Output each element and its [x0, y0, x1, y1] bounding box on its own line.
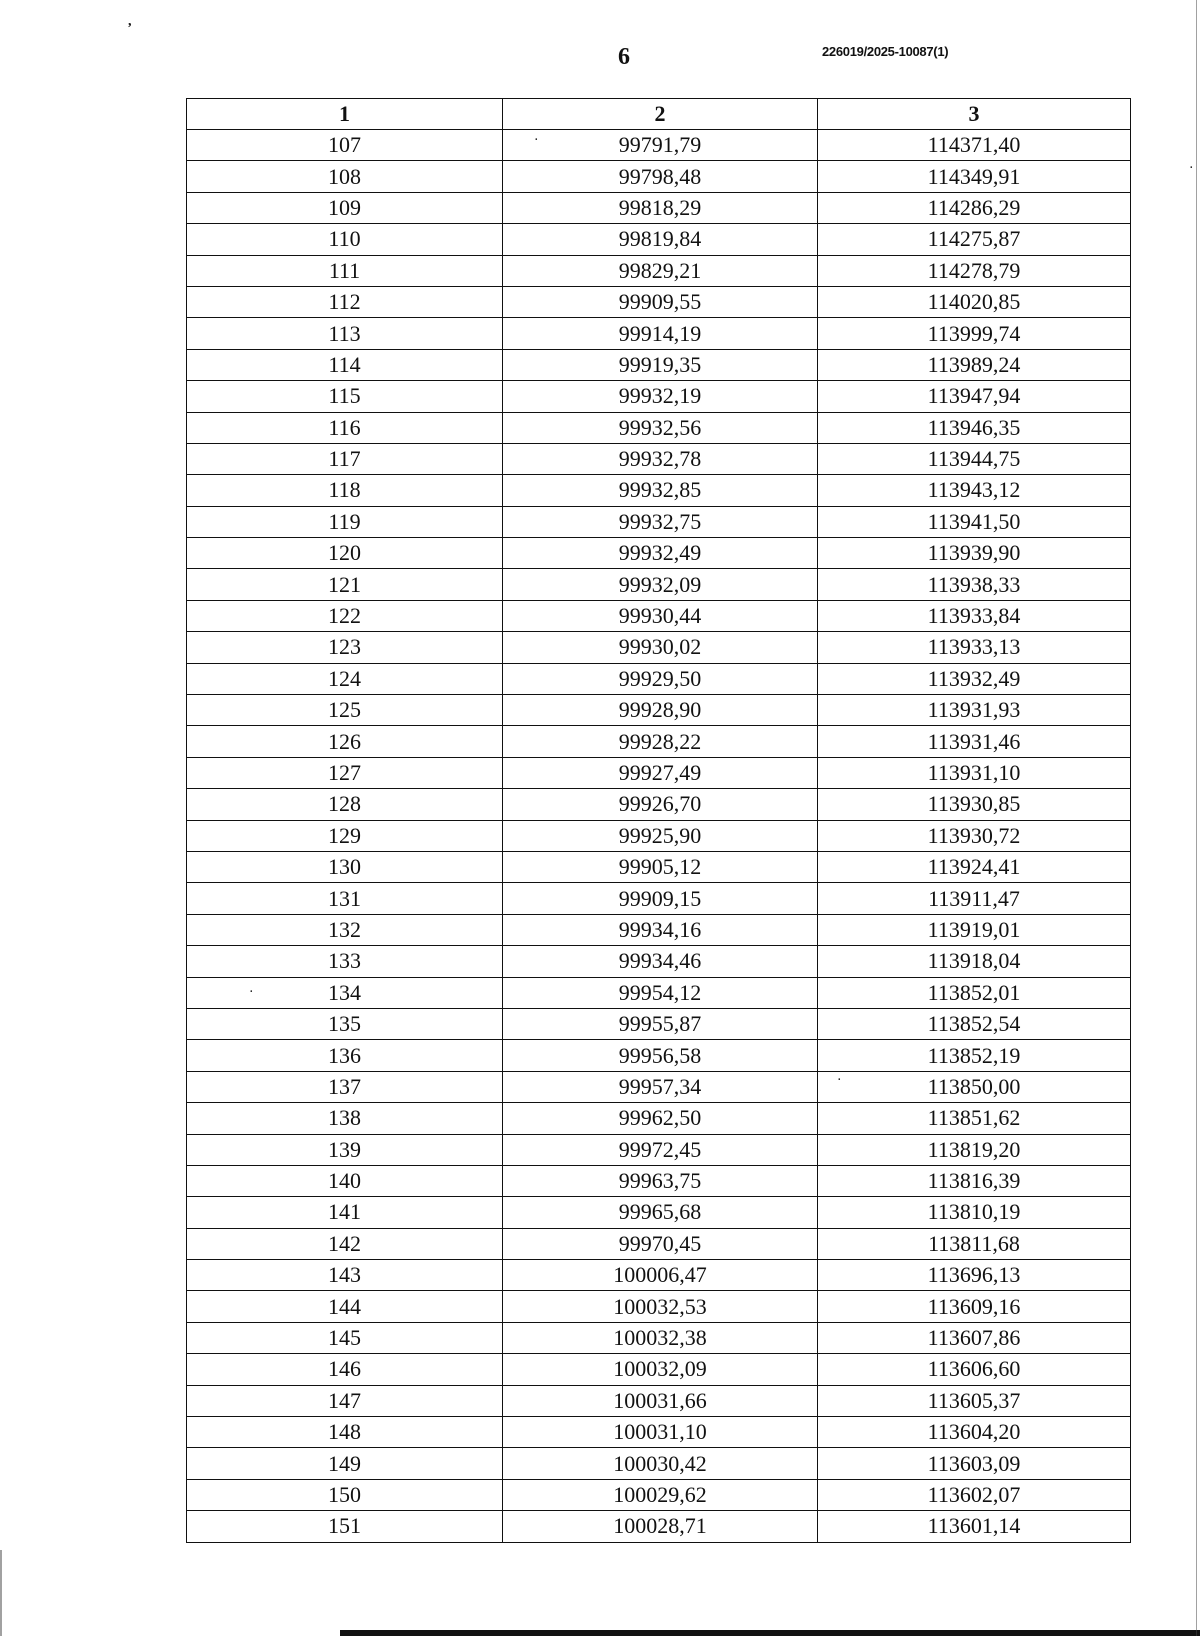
cell-point-number: 150: [187, 1479, 503, 1510]
cell-x-coordinate: 100029,62: [503, 1479, 818, 1510]
cell-point-number: 144: [187, 1291, 503, 1322]
cell-y-coordinate: 113947,94: [818, 381, 1131, 412]
cell-point-number: 117: [187, 443, 503, 474]
cell-x-coordinate: 100028,71: [503, 1511, 818, 1542]
cell-y-coordinate: 113603,09: [818, 1448, 1131, 1479]
scan-artifact-dot: .: [1190, 160, 1193, 171]
table-row: [187, 224, 1131, 255]
cell-point-number: 109: [187, 192, 503, 223]
cell-y-coordinate: 113601,14: [818, 1511, 1131, 1542]
cell-y-coordinate: 113852,01: [818, 977, 1131, 1008]
cell-point-number: 122: [187, 600, 503, 631]
cell-y-coordinate: 113930,72: [818, 820, 1131, 851]
table-row: [187, 1417, 1131, 1448]
cell-x-coordinate: 99970,45: [503, 1228, 818, 1259]
table-row: [187, 1228, 1131, 1259]
cell-x-coordinate: 100032,53: [503, 1291, 818, 1322]
cell-y-coordinate: 114349,91: [818, 161, 1131, 192]
cell-point-number: 110: [187, 224, 503, 255]
table-row: [187, 977, 1131, 1008]
cell-y-coordinate: 113602,07: [818, 1479, 1131, 1510]
cell-x-coordinate: 99905,12: [503, 851, 818, 882]
table-row: [187, 600, 1131, 631]
table-row: [187, 851, 1131, 882]
table-row: [187, 381, 1131, 412]
cell-y-coordinate: 113607,86: [818, 1322, 1131, 1353]
cell-x-coordinate: 99932,85: [503, 475, 818, 506]
cell-point-number: 142: [187, 1228, 503, 1259]
table-body: [187, 130, 1131, 1543]
coordinates-table: [186, 98, 1131, 1543]
cell-x-coordinate: 99972,45: [503, 1134, 818, 1165]
cell-y-coordinate: 113943,12: [818, 475, 1131, 506]
table-row: [187, 255, 1131, 286]
cell-y-coordinate: 113811,68: [818, 1228, 1131, 1259]
cell-y-coordinate: 113606,60: [818, 1354, 1131, 1385]
bottom-rule: [340, 1630, 1200, 1636]
cell-point-number: 138: [187, 1103, 503, 1134]
cell-y-coordinate: 113946,35: [818, 412, 1131, 443]
cell-y-coordinate: 113852,54: [818, 1008, 1131, 1039]
cell-y-coordinate: 113609,16: [818, 1291, 1131, 1322]
cell-x-coordinate: 99932,09: [503, 569, 818, 600]
table-row: [187, 820, 1131, 851]
cell-y-coordinate: 113930,85: [818, 789, 1131, 820]
scan-artifact-mark: ,: [128, 14, 132, 29]
scan-artifact-dot: .: [535, 132, 538, 143]
table-row: [187, 349, 1131, 380]
cell-y-coordinate: 113604,20: [818, 1417, 1131, 1448]
cell-point-number: 148: [187, 1417, 503, 1448]
cell-x-coordinate: 99919,35: [503, 349, 818, 380]
table-row: [187, 475, 1131, 506]
scan-artifact-dot: .: [838, 1072, 841, 1083]
cell-y-coordinate: 113605,37: [818, 1385, 1131, 1416]
table-row: [187, 1103, 1131, 1134]
table-row: [187, 569, 1131, 600]
cell-y-coordinate: 113941,50: [818, 506, 1131, 537]
cell-point-number: 146: [187, 1354, 503, 1385]
cell-point-number: 132: [187, 914, 503, 945]
table-row: [187, 161, 1131, 192]
table-row: [187, 443, 1131, 474]
scan-artifact-dot: .: [250, 984, 253, 995]
table-row: [187, 1511, 1131, 1542]
cell-y-coordinate: 113852,19: [818, 1040, 1131, 1071]
cell-point-number: 133: [187, 946, 503, 977]
cell-point-number: 118: [187, 475, 503, 506]
cell-y-coordinate: 113931,10: [818, 757, 1131, 788]
table-row: [187, 1071, 1131, 1102]
cell-x-coordinate: 99929,50: [503, 663, 818, 694]
cell-x-coordinate: 99930,44: [503, 600, 818, 631]
cell-x-coordinate: 99962,50: [503, 1103, 818, 1134]
cell-point-number: 115: [187, 381, 503, 412]
table-row: [187, 1165, 1131, 1196]
cell-point-number: 107: [187, 130, 503, 161]
table-row: [187, 538, 1131, 569]
cell-x-coordinate: 99934,16: [503, 914, 818, 945]
cell-x-coordinate: 99819,84: [503, 224, 818, 255]
cell-point-number: 141: [187, 1197, 503, 1228]
table-row: [187, 1322, 1131, 1353]
cell-x-coordinate: 99934,46: [503, 946, 818, 977]
table-row: [187, 1385, 1131, 1416]
table-row: [187, 757, 1131, 788]
cell-point-number: 111: [187, 255, 503, 286]
cell-y-coordinate: 113931,46: [818, 726, 1131, 757]
cell-y-coordinate: 113989,24: [818, 349, 1131, 380]
table-row: [187, 1291, 1131, 1322]
document-id: 226019/2025-10087(1): [822, 44, 949, 59]
table-row: [187, 1008, 1131, 1039]
cell-x-coordinate: 99965,68: [503, 1197, 818, 1228]
cell-x-coordinate: 99829,21: [503, 255, 818, 286]
cell-point-number: 131: [187, 883, 503, 914]
cell-point-number: 127: [187, 757, 503, 788]
cell-y-coordinate: 113696,13: [818, 1260, 1131, 1291]
cell-x-coordinate: 99932,56: [503, 412, 818, 443]
cell-point-number: 128: [187, 789, 503, 820]
cell-y-coordinate: 113810,19: [818, 1197, 1131, 1228]
cell-y-coordinate: 114020,85: [818, 286, 1131, 317]
cell-point-number: 135: [187, 1008, 503, 1039]
cell-y-coordinate: 114286,29: [818, 192, 1131, 223]
cell-point-number: 137: [187, 1071, 503, 1102]
table-row: [187, 1197, 1131, 1228]
cell-y-coordinate: 113939,90: [818, 538, 1131, 569]
cell-x-coordinate: 99932,75: [503, 506, 818, 537]
table-row: [187, 695, 1131, 726]
cell-point-number: 108: [187, 161, 503, 192]
table-row: [187, 1040, 1131, 1071]
table-header-row: [187, 99, 1131, 130]
cell-y-coordinate: 114278,79: [818, 255, 1131, 286]
table-row: [187, 789, 1131, 820]
cell-y-coordinate: 113816,39: [818, 1165, 1131, 1196]
cell-point-number: 112: [187, 286, 503, 317]
cell-point-number: 119: [187, 506, 503, 537]
cell-point-number: 113: [187, 318, 503, 349]
cell-x-coordinate: 99928,90: [503, 695, 818, 726]
column-header-x: 2: [503, 99, 818, 130]
cell-point-number: 149: [187, 1448, 503, 1479]
table-row: [187, 1260, 1131, 1291]
cell-x-coordinate: 99909,55: [503, 286, 818, 317]
table-row: [187, 1134, 1131, 1165]
cell-x-coordinate: 99928,22: [503, 726, 818, 757]
cell-point-number: 124: [187, 663, 503, 694]
cell-point-number: 130: [187, 851, 503, 882]
cell-point-number: 123: [187, 632, 503, 663]
column-header-y: 3: [818, 99, 1131, 130]
cell-point-number: 134: [187, 977, 503, 1008]
cell-x-coordinate: 99818,29: [503, 192, 818, 223]
cell-x-coordinate: 99914,19: [503, 318, 818, 349]
cell-x-coordinate: 99930,02: [503, 632, 818, 663]
cell-point-number: 136: [187, 1040, 503, 1071]
cell-x-coordinate: 99955,87: [503, 1008, 818, 1039]
cell-y-coordinate: 113851,62: [818, 1103, 1131, 1134]
cell-x-coordinate: 99798,48: [503, 161, 818, 192]
table-row: [187, 632, 1131, 663]
table-row: [187, 506, 1131, 537]
cell-x-coordinate: 99956,58: [503, 1040, 818, 1071]
cell-y-coordinate: 114371,40: [818, 130, 1131, 161]
cell-y-coordinate: 113911,47: [818, 883, 1131, 914]
cell-y-coordinate: 113933,84: [818, 600, 1131, 631]
column-header-point-number: 1: [187, 99, 503, 130]
page-number: 6: [618, 44, 630, 70]
cell-y-coordinate: 113819,20: [818, 1134, 1131, 1165]
cell-y-coordinate: 113919,01: [818, 914, 1131, 945]
cell-point-number: 116: [187, 412, 503, 443]
table-row: [187, 883, 1131, 914]
cell-point-number: 143: [187, 1260, 503, 1291]
cell-x-coordinate: 99932,19: [503, 381, 818, 412]
cell-point-number: 120: [187, 538, 503, 569]
cell-point-number: 147: [187, 1385, 503, 1416]
table-row: [187, 663, 1131, 694]
cell-y-coordinate: 114275,87: [818, 224, 1131, 255]
scan-edge-line: [1196, 0, 1197, 1636]
cell-x-coordinate: 100031,10: [503, 1417, 818, 1448]
cell-x-coordinate: 100032,09: [503, 1354, 818, 1385]
cell-x-coordinate: 100032,38: [503, 1322, 818, 1353]
cell-point-number: 151: [187, 1511, 503, 1542]
cell-x-coordinate: 100030,42: [503, 1448, 818, 1479]
cell-x-coordinate: 99925,90: [503, 820, 818, 851]
cell-x-coordinate: 99932,49: [503, 538, 818, 569]
cell-x-coordinate: 100031,66: [503, 1385, 818, 1416]
cell-x-coordinate: 99926,70: [503, 789, 818, 820]
cell-point-number: 140: [187, 1165, 503, 1196]
cell-point-number: 126: [187, 726, 503, 757]
table-row: [187, 946, 1131, 977]
table-row: [187, 1448, 1131, 1479]
table-row: [187, 192, 1131, 223]
cell-y-coordinate: 113933,13: [818, 632, 1131, 663]
cell-x-coordinate: 99954,12: [503, 977, 818, 1008]
cell-y-coordinate: 113931,93: [818, 695, 1131, 726]
cell-point-number: 114: [187, 349, 503, 380]
table-row: [187, 914, 1131, 945]
cell-point-number: 139: [187, 1134, 503, 1165]
cell-y-coordinate: 113850,00: [818, 1071, 1131, 1102]
cell-point-number: 125: [187, 695, 503, 726]
scan-edge-line: [0, 1550, 2, 1636]
table-row: [187, 130, 1131, 161]
cell-y-coordinate: 113932,49: [818, 663, 1131, 694]
table-row: [187, 1354, 1131, 1385]
cell-y-coordinate: 113944,75: [818, 443, 1131, 474]
table-row: [187, 318, 1131, 349]
cell-y-coordinate: 113918,04: [818, 946, 1131, 977]
cell-x-coordinate: 99963,75: [503, 1165, 818, 1196]
cell-point-number: 121: [187, 569, 503, 600]
cell-x-coordinate: 99791,79: [503, 130, 818, 161]
cell-x-coordinate: 99932,78: [503, 443, 818, 474]
cell-x-coordinate: 99909,15: [503, 883, 818, 914]
cell-x-coordinate: 99927,49: [503, 757, 818, 788]
cell-x-coordinate: 99957,34: [503, 1071, 818, 1102]
table-row: [187, 286, 1131, 317]
table-row: [187, 412, 1131, 443]
table-row: [187, 726, 1131, 757]
table-row: [187, 1479, 1131, 1510]
cell-x-coordinate: 100006,47: [503, 1260, 818, 1291]
cell-y-coordinate: 113999,74: [818, 318, 1131, 349]
cell-y-coordinate: 113924,41: [818, 851, 1131, 882]
cell-point-number: 129: [187, 820, 503, 851]
cell-point-number: 145: [187, 1322, 503, 1353]
cell-y-coordinate: 113938,33: [818, 569, 1131, 600]
